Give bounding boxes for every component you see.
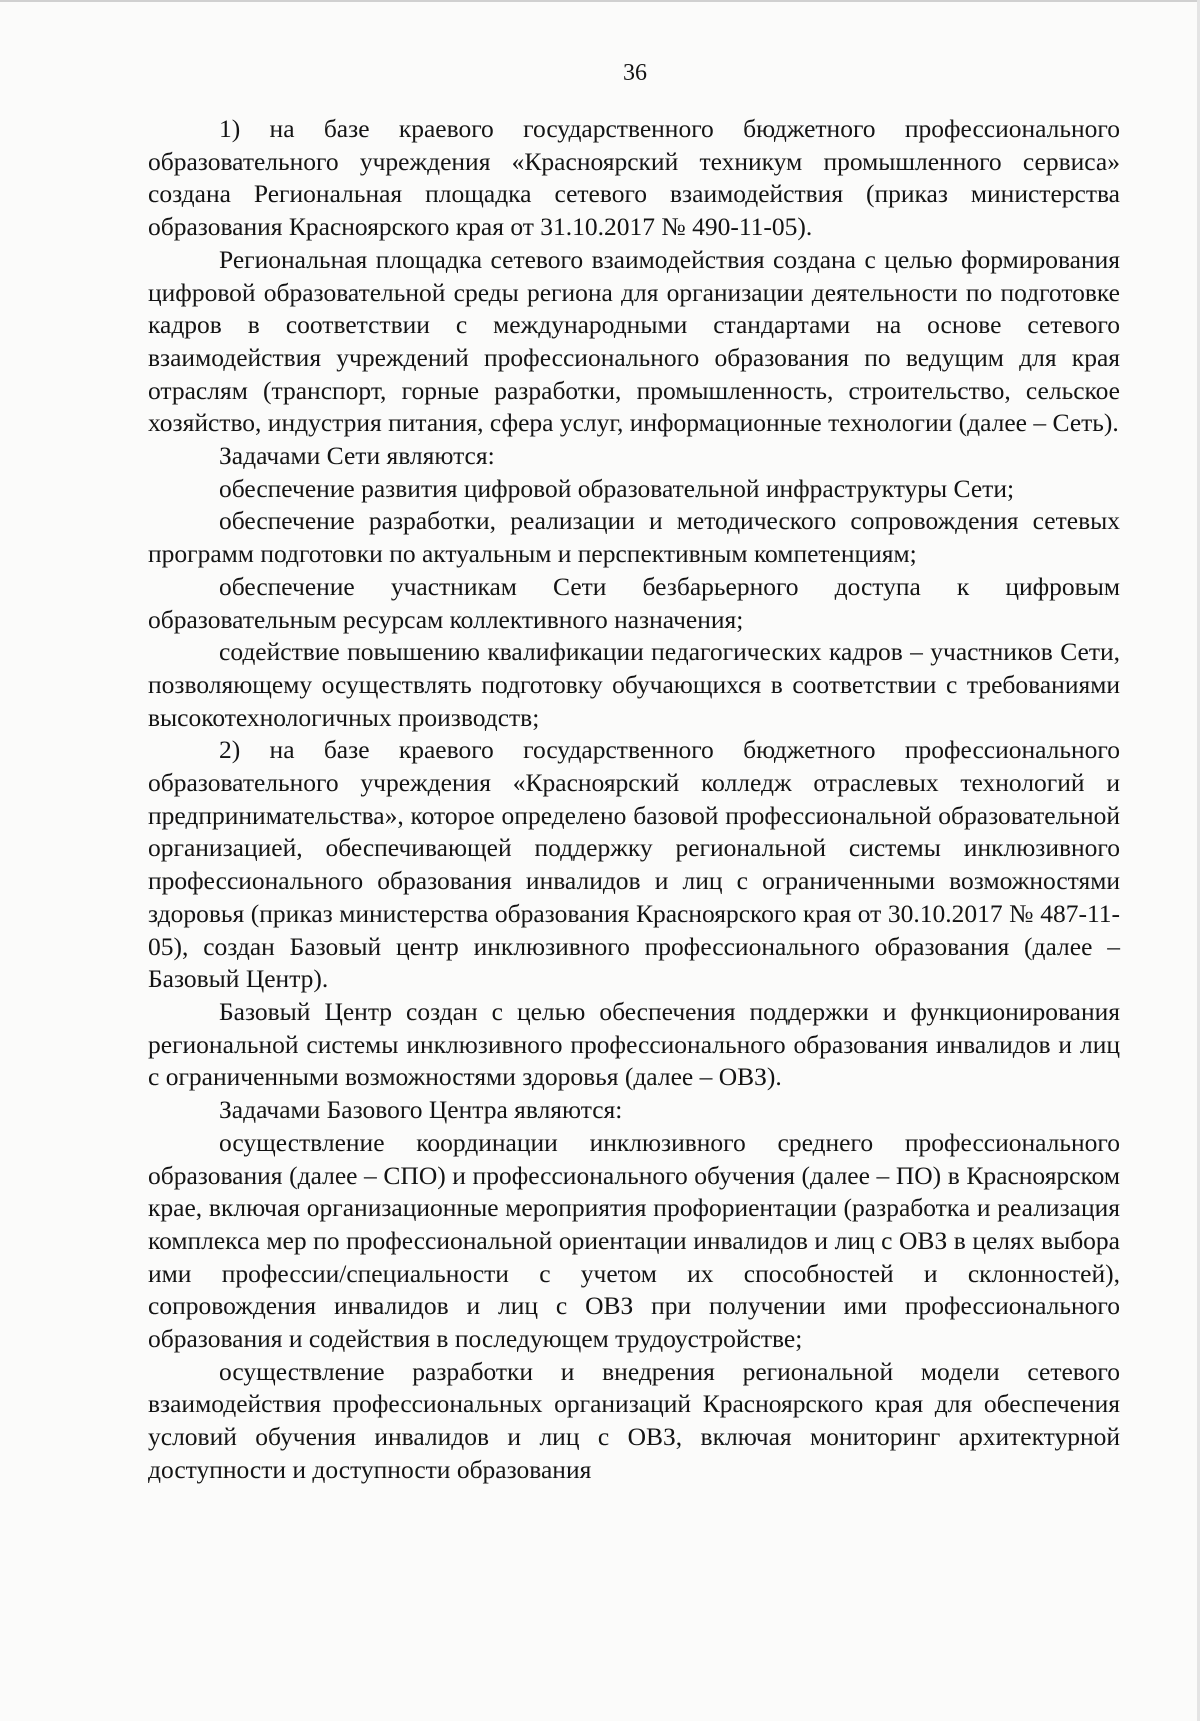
document-body xyxy=(148,113,1120,1487)
paragraph: обеспечение разработки, реализации и методического сопровождения сетевых программ подготовки по актуальным и перспективным компетенциям; xyxy=(148,506,1120,569)
paragraph: осуществление координации инклюзивного среднего профессионального образования (далее – СПО) и профессионального обучения (далее – ПО) в Красноярском крае, включая организационные мероприятия профориентации (разработка и реализация комплекса мер по профессиональной ориентации инвалидов и лиц с ОВЗ в целях выбора ими профессии/специальности с учетом их способностей и склонностей), сопровождения инвалидов и лиц с ОВЗ при получении ими профессионального образования и содействия в последующем трудоустройстве; xyxy=(148,1127,1120,1354)
paragraph: осуществление разработки и внедрения региональной модели сетевого взаимодействия профессиональных организаций Красноярского края для обеспечения условий обучения инвалидов и лиц с ОВЗ, включая мониторинг архитектурной доступности и доступности образования xyxy=(148,1356,1120,1484)
paragraph: Задачами Базового Центра являются: xyxy=(219,1095,623,1125)
paragraph: Региональная площадка сетевого взаимодействия создана с целью формирования цифровой образовательной среды региона для организации деятельности по подготовке кадров в соответствии с международными стандартами на основе сетевого взаимодействия учреждений профессионального образования по ведущим для края отраслям (транспорт, горные разработки, промышленность, строительство, сельское хозяйство, индустрия питания, сфера услуг, информационные технологии (далее – Сеть). xyxy=(148,244,1120,438)
paragraph: 2) на базе краевого государственного бюджетного профессионального образовательного учреждения «Красноярский колледж отраслевых технологий и предпринимательства», которое определено базовой профессиональной образовательной организацией, обеспечивающей поддержку региональной системы инклюзивного профессионального образования инвалидов и лиц с ограниченными возможностями здоровья (приказ министерства образования Красноярского края от 30.10.2017 № 487-11-05), создан Базовый центр инклюзивного профессионального образования (далее – Базовый Центр). xyxy=(148,735,1120,994)
page-number: 36 xyxy=(623,60,647,86)
paragraph: 1) на базе краевого государственного бюджетного профессионального образовательного учреждения «Красноярский техникум промышленного сервиса» создана Региональная площадка сетевого взаимодействия (приказ министерства образования Красноярского края от 31.10.2017 № 490-11-05). xyxy=(148,114,1120,242)
scan-edge-top xyxy=(0,0,1200,2)
paragraph: обеспечение развития цифровой образовательной инфраструктуры Сети; xyxy=(219,473,1015,503)
paragraph: Базовый Центр создан с целью обеспечения поддержки и функционирования региональной системы инклюзивного профессионального образования инвалидов и лиц с ограниченными возможностями здоровья (далее – ОВЗ). xyxy=(148,996,1120,1092)
paragraph: содействие повышению квалификации педагогических кадров – участников Сети, позволяющему осуществлять подготовку обучающихся в соответствии с требованиями высокотехнологичных производств; xyxy=(148,637,1120,732)
paragraph: Задачами Сети являются: xyxy=(219,441,495,471)
paragraph: обеспечение участникам Сети безбарьерного доступа к цифровым образовательным ресурсам коллективного назначения; xyxy=(148,571,1120,634)
